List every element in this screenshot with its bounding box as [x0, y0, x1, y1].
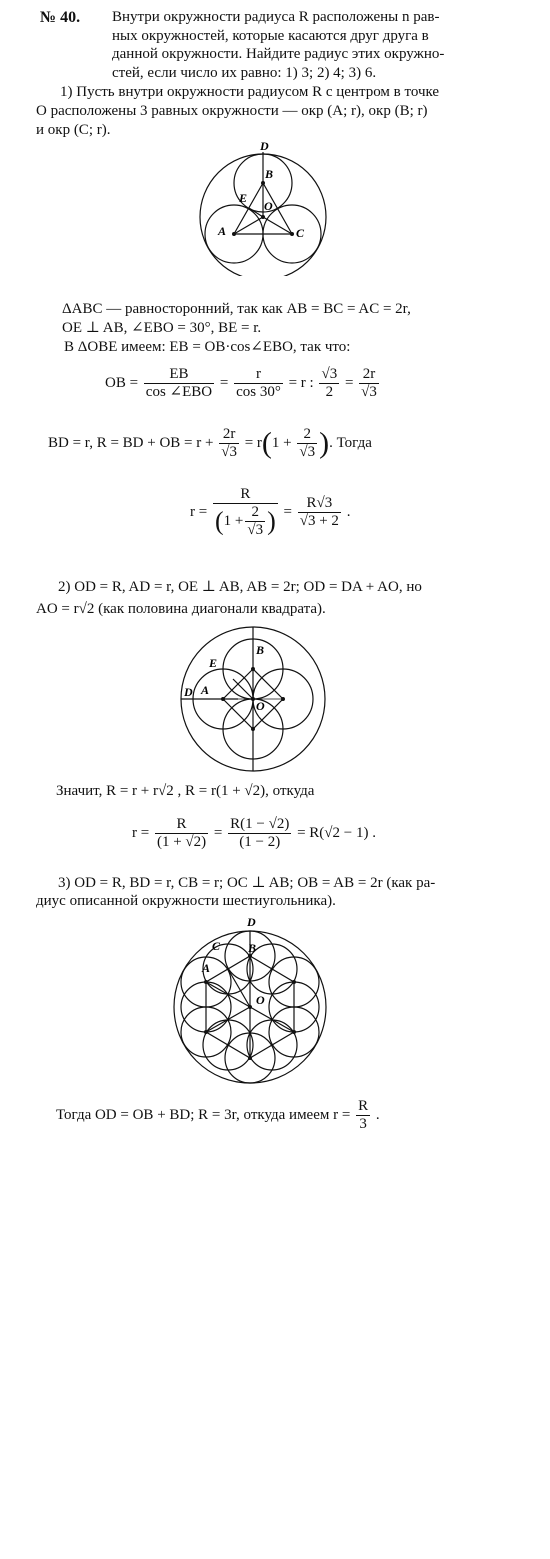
denominator: (1 − 2) [239, 834, 281, 850]
denominator: (1 + $\frac{2}{√3}$ ) [214, 504, 276, 538]
statement-line: стей, если число их равно: 1) 3; 2) 4; 3) 6. [112, 64, 377, 81]
denominator: cos ∠EBO [145, 384, 213, 400]
fraction [298, 495, 341, 530]
label-b: B [248, 941, 257, 955]
figure-four-circles [176, 624, 326, 774]
part1-text2: OE ⊥ AB, ∠EBO = 30°, BE = r. [62, 320, 262, 336]
denominator: √3 [247, 522, 264, 538]
label-a: A [201, 683, 210, 697]
numerator: R√3 [298, 495, 341, 513]
label-c: C [296, 226, 305, 240]
eq-text: = R(√2 − 1) . [297, 824, 376, 841]
label-e: E [239, 191, 248, 205]
eq-text: . [346, 503, 351, 520]
equation-ob [105, 366, 381, 401]
problem-statement [112, 8, 444, 82]
fraction [245, 504, 265, 539]
fraction [356, 1098, 370, 1133]
denominator: √3 + 2 [299, 513, 339, 529]
numerator: 2r [219, 426, 239, 444]
label-d: D [260, 139, 269, 153]
numerator: r [234, 366, 283, 384]
part1-intro-line: 1) Пусть внутри окружности радиусом R с центром в точке [60, 84, 440, 100]
eq-text: = r [244, 434, 262, 451]
part3-line2: диус описанной окружности шестиугольника). [36, 893, 336, 909]
part2-eq1: Значит, R = r + r√2 , R = r(1 + √2), откуда [56, 783, 315, 799]
eq-text: . [375, 1106, 380, 1123]
part2-eq2 [132, 816, 376, 851]
eq-text: = [344, 374, 354, 391]
part3-line1: 3) OD = R, BD = r, CB = r; OC ⊥ AB; OB = AB = 2r (как ра- [58, 875, 436, 891]
numerator: EB [144, 366, 214, 384]
label-a: A [218, 224, 227, 238]
eq-text: = [213, 824, 223, 841]
part2-line2: AO = r√2 (как половина диагонали квадрата). [36, 601, 326, 617]
denominator: √3 [299, 444, 316, 460]
numerator: 2r [359, 366, 379, 384]
part1-intro-line: O расположены 3 равных окружности — окр (A; r), окр (B; r) [36, 103, 428, 119]
fraction [234, 366, 283, 401]
fraction [155, 816, 208, 851]
denominator: √3 [221, 444, 237, 460]
paren-close: ) [319, 426, 330, 460]
label-c: C [212, 939, 221, 953]
statement-line: ных окружностей, которые касаются друг друга в [112, 27, 429, 44]
equation-r [48, 426, 372, 461]
denominator: 2 [325, 384, 334, 400]
part1-text3: В ΔOBE имеем: EB = OB·cos∠EBO, так что: [64, 339, 351, 355]
label-e: E [209, 656, 218, 670]
statement-line: данной окружности. Найдите радиус этих окружно- [112, 46, 445, 62]
figure-three-circles [196, 138, 332, 276]
part1-intro [36, 83, 439, 140]
label-a: A [202, 961, 211, 975]
numerator: 2 [297, 426, 317, 444]
numerator: R [213, 486, 278, 504]
eq-text: = r : [288, 374, 314, 391]
part2-line1: 2) OD = R, AD = r, OE ⊥ AB, AB = 2r; OD = DA + AO, но [58, 579, 422, 595]
fraction [297, 426, 317, 461]
part1-intro-line: и окр (C; r). [36, 122, 111, 138]
eq-text: BD = r, R = BD + OB = r + [48, 434, 214, 451]
label-b: B [256, 643, 265, 657]
numerator: R [358, 1098, 369, 1114]
fraction [359, 366, 379, 401]
statement-line: Внутри окружности радиуса R расположены n рав- [112, 9, 440, 25]
eq-text: Тогда OD = OB + BD; R = 3r, откуда имеем r = [56, 1106, 351, 1123]
label-d: D [247, 915, 256, 929]
eq-text: . Тогда [329, 434, 372, 451]
eq-text: 1 + [223, 512, 244, 529]
denominator: cos 30° [236, 384, 281, 400]
eq-text: OB = [105, 374, 139, 391]
problem-number: № 40. [40, 9, 81, 26]
label-d: D [184, 685, 193, 699]
part3-final [56, 1098, 380, 1133]
fraction [219, 426, 239, 461]
part1-text1: ΔABC — равносторонний, так как AB = BC = AC = 2r, [62, 301, 411, 317]
fraction [319, 366, 339, 401]
eq-text: r = [132, 824, 150, 841]
paren-open: ( [261, 426, 272, 460]
equation-r-final [190, 486, 350, 539]
figure-six-circles [172, 912, 328, 1086]
label-o: O [264, 199, 273, 213]
eq-text: = [283, 503, 292, 520]
eq-text: 1 + [271, 434, 292, 451]
denominator: √3 [361, 384, 377, 400]
numerator: R [155, 816, 208, 834]
numerator: √3 [321, 366, 338, 382]
label-o: O [256, 993, 265, 1007]
numerator: R(1 − √2) [230, 816, 290, 832]
label-o: O [256, 699, 265, 713]
eq-text: = [219, 374, 229, 391]
numerator: 2 [245, 504, 265, 522]
denominator: (1 + √2) [156, 834, 207, 850]
fraction [144, 366, 214, 401]
denominator: 3 [359, 1116, 367, 1132]
eq-text: r = [190, 503, 208, 520]
fraction [213, 486, 278, 539]
fraction [228, 816, 291, 851]
label-b: B [265, 167, 274, 181]
